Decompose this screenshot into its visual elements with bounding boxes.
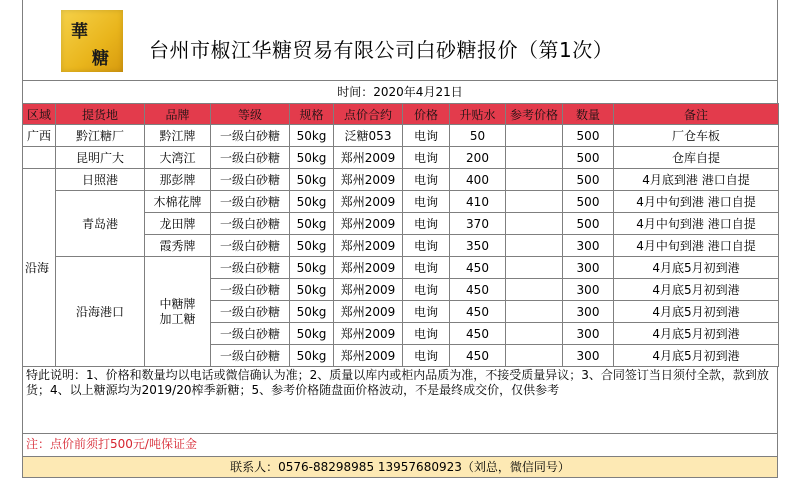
cell-contract: 郑州2009: [334, 257, 403, 279]
cell-price: 电询: [403, 213, 450, 235]
cell-brand: 中糖牌 加工糖: [145, 257, 211, 367]
cell-quantity: 500: [563, 169, 614, 191]
logo-char-1: 華: [71, 22, 88, 42]
cell-quantity: 500: [563, 191, 614, 213]
cell-ref-price: [506, 235, 563, 257]
cell-quantity: 500: [563, 125, 614, 147]
cell-place: 日照港: [56, 169, 145, 191]
cell-grade: 一级白砂糖: [211, 345, 290, 367]
cell-grade: 一级白砂糖: [211, 147, 290, 169]
table-row: [23, 191, 779, 213]
cell-grade: 一级白砂糖: [211, 213, 290, 235]
cell-brand: 霞秀牌: [145, 235, 211, 257]
cell-basis: 370: [450, 213, 506, 235]
cell-quantity: 300: [563, 279, 614, 301]
col-header-price: 价格: [403, 104, 450, 125]
cell-ref-price: [506, 257, 563, 279]
cell-quantity: 300: [563, 235, 614, 257]
cell-ref-price: [506, 191, 563, 213]
cell-contract: 郑州2009: [334, 213, 403, 235]
cell-spec: 50kg: [290, 301, 334, 323]
cell-quantity: 300: [563, 345, 614, 367]
cell-spec: 50kg: [290, 191, 334, 213]
col-header-ref-price: 参考价格: [506, 104, 563, 125]
cell-ref-price: [506, 147, 563, 169]
cell-spec: 50kg: [290, 169, 334, 191]
cell-note: 4月底5月初到港: [614, 279, 779, 301]
date-line: 时间：2020年4月21日: [22, 80, 778, 103]
cell-brand: 大湾江: [145, 147, 211, 169]
cell-quantity: 500: [563, 213, 614, 235]
special-note: 特此说明：1、价格和数量均以电话或微信确认为准；2、质量以库内或柜内品质为准，不接受质量异议；3、合同签订当日须付全款，款到放货；4、以上糖源均为2019/20榨季新糖；5、参考价格随盘面价格波动，不是最终成交价，仅供参考: [22, 367, 778, 434]
cell-ref-price: [506, 169, 563, 191]
table-row: [23, 257, 779, 279]
col-header-grade: 等级: [211, 104, 290, 125]
cell-ref-price: [506, 323, 563, 345]
cell-place: 青岛港: [56, 191, 145, 257]
cell-price: 电询: [403, 301, 450, 323]
price-table: [22, 103, 779, 367]
cell-note: 4月中旬到港 港口自提: [614, 191, 779, 213]
cell-ref-price: [506, 345, 563, 367]
col-header-region: 区域: [23, 104, 56, 125]
cell-price: 电询: [403, 345, 450, 367]
cell-region-empty: [23, 147, 56, 169]
col-header-place: 提货地: [56, 104, 145, 125]
cell-price: 电询: [403, 147, 450, 169]
contact-line: 联系人：0576-88298985 13957680923（刘总，微信同号）: [22, 456, 778, 478]
cell-spec: 50kg: [290, 125, 334, 147]
cell-price: 电询: [403, 323, 450, 345]
sheet-header: [22, 0, 778, 80]
cell-spec: 50kg: [290, 279, 334, 301]
cell-contract: 郑州2009: [334, 147, 403, 169]
company-logo: [61, 10, 123, 72]
cell-grade: 一级白砂糖: [211, 169, 290, 191]
cell-basis: 400: [450, 169, 506, 191]
cell-basis: 50: [450, 125, 506, 147]
page-title: 台州市椒江华糖贸易有限公司白砂糖报价（第1次）: [149, 38, 614, 62]
cell-price: 电询: [403, 257, 450, 279]
cell-contract: 郑州2009: [334, 345, 403, 367]
cell-brand: 龙田牌: [145, 213, 211, 235]
cell-price: 电询: [403, 235, 450, 257]
cell-brand: 木棉花牌: [145, 191, 211, 213]
cell-ref-price: [506, 301, 563, 323]
cell-spec: 50kg: [290, 213, 334, 235]
cell-contract: 泛糖053: [334, 125, 403, 147]
cell-basis: 450: [450, 301, 506, 323]
cell-basis: 200: [450, 147, 506, 169]
cell-price: 电询: [403, 125, 450, 147]
cell-place: 黔江糖厂: [56, 125, 145, 147]
cell-spec: 50kg: [290, 257, 334, 279]
cell-quantity: 300: [563, 257, 614, 279]
col-header-spec: 规格: [290, 104, 334, 125]
col-header-contract: 点价合约: [334, 104, 403, 125]
cell-contract: 郑州2009: [334, 191, 403, 213]
cell-region: 沿海: [23, 169, 56, 367]
cell-contract: 郑州2009: [334, 279, 403, 301]
cell-note: 4月底5月初到港: [614, 345, 779, 367]
cell-place: 昆明广大: [56, 147, 145, 169]
cell-spec: 50kg: [290, 323, 334, 345]
col-header-note: 备注: [614, 104, 779, 125]
cell-spec: 50kg: [290, 345, 334, 367]
logo-char-2: 糖: [92, 49, 109, 69]
cell-basis: 450: [450, 345, 506, 367]
cell-note: 4月中旬到港 港口自提: [614, 213, 779, 235]
cell-grade: 一级白砂糖: [211, 279, 290, 301]
cell-quantity: 300: [563, 323, 614, 345]
cell-grade: 一级白砂糖: [211, 191, 290, 213]
cell-contract: 郑州2009: [334, 235, 403, 257]
cell-basis: 410: [450, 191, 506, 213]
cell-brand: 那彭牌: [145, 169, 211, 191]
cell-place: 沿海港口: [56, 257, 145, 367]
cell-ref-price: [506, 213, 563, 235]
cell-price: 电询: [403, 191, 450, 213]
table-row: [23, 169, 779, 191]
cell-basis: 350: [450, 235, 506, 257]
cell-brand: 黔江牌: [145, 125, 211, 147]
cell-spec: 50kg: [290, 235, 334, 257]
cell-grade: 一级白砂糖: [211, 125, 290, 147]
cell-contract: 郑州2009: [334, 323, 403, 345]
col-header-brand: 品牌: [145, 104, 211, 125]
cell-region: 广西: [23, 125, 56, 147]
cell-quantity: 300: [563, 301, 614, 323]
cell-note: 仓库自提: [614, 147, 779, 169]
cell-contract: 郑州2009: [334, 301, 403, 323]
cell-note: 4月底到港 港口自提: [614, 169, 779, 191]
cell-note: 厂仓车板: [614, 125, 779, 147]
cell-note: 4月底5月初到港: [614, 323, 779, 345]
table-header-row: [23, 104, 779, 125]
cell-basis: 450: [450, 279, 506, 301]
cell-basis: 450: [450, 323, 506, 345]
cell-quantity: 500: [563, 147, 614, 169]
cell-grade: 一级白砂糖: [211, 235, 290, 257]
quote-sheet: [22, 0, 778, 484]
cell-grade: 一级白砂糖: [211, 323, 290, 345]
cell-note: 4月底5月初到港: [614, 257, 779, 279]
cell-note: 4月底5月初到港: [614, 301, 779, 323]
col-header-quantity: 数量: [563, 104, 614, 125]
cell-basis: 450: [450, 257, 506, 279]
cell-grade: 一级白砂糖: [211, 301, 290, 323]
table-row: [23, 147, 779, 169]
cell-price: 电询: [403, 169, 450, 191]
cell-price: 电询: [403, 279, 450, 301]
cell-ref-price: [506, 125, 563, 147]
col-header-basis: 升贴水: [450, 104, 506, 125]
cell-contract: 郑州2009: [334, 169, 403, 191]
cell-grade: 一级白砂糖: [211, 257, 290, 279]
cell-spec: 50kg: [290, 147, 334, 169]
deposit-warning: 注：点价前须打500元/吨保证金: [22, 434, 778, 456]
table-row: [23, 125, 779, 147]
cell-ref-price: [506, 279, 563, 301]
cell-note: 4月中旬到港 港口自提: [614, 235, 779, 257]
